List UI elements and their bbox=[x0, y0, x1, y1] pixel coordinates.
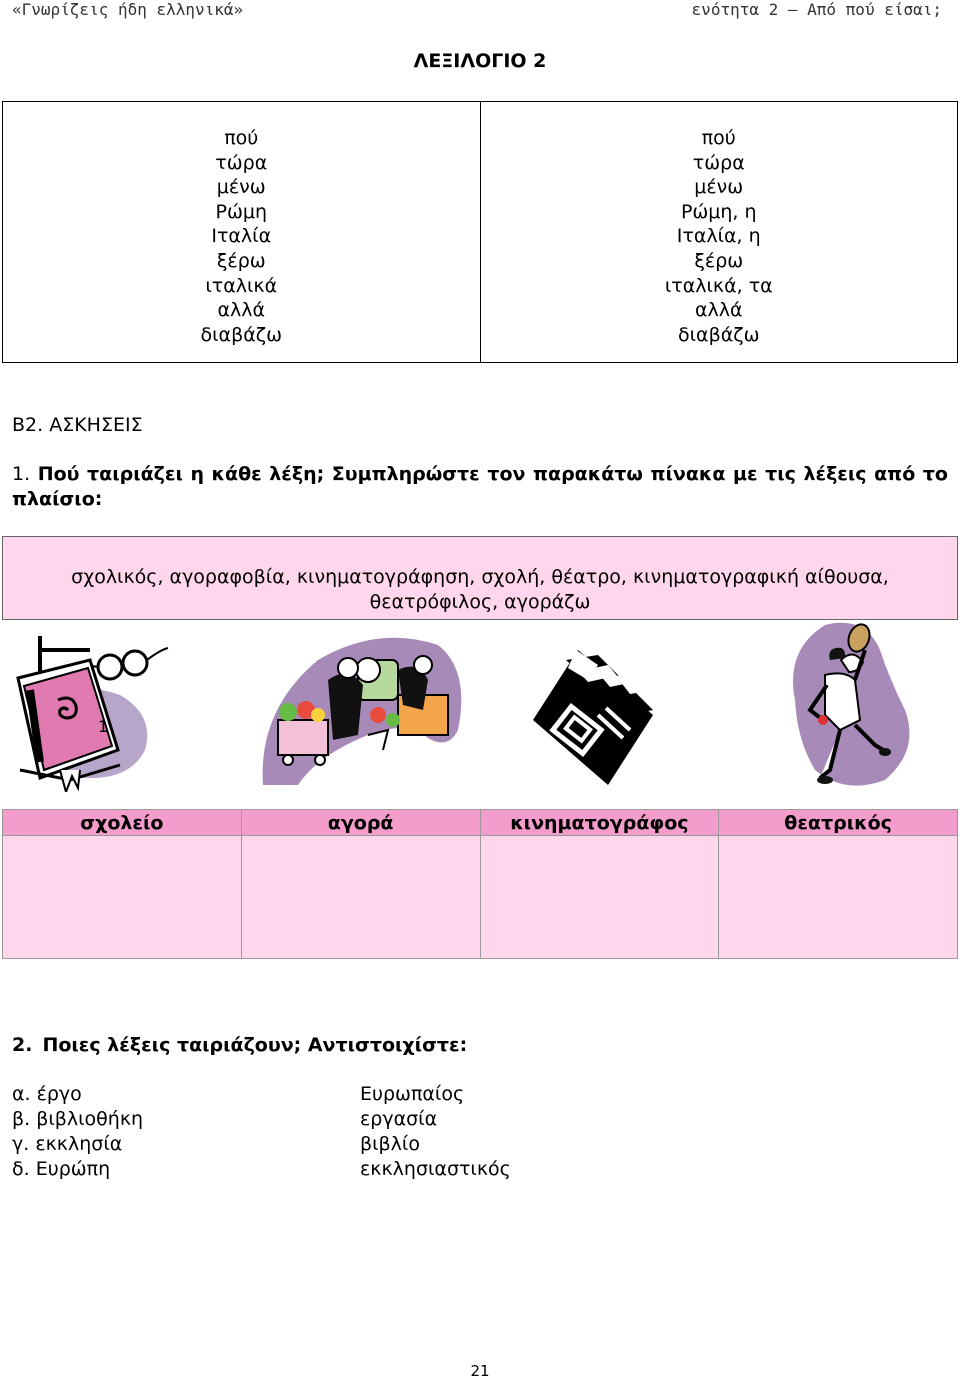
vocab-word: τώρα bbox=[215, 151, 268, 174]
match-item: δ. Ευρώπη bbox=[12, 1158, 111, 1180]
match-item: εργασία bbox=[360, 1108, 438, 1130]
match-left-column bbox=[12, 1082, 143, 1182]
vocab-word: ιταλικά, τα bbox=[664, 274, 773, 297]
category-answer-cell[interactable] bbox=[480, 836, 719, 959]
vocab-word: τώρα bbox=[692, 151, 745, 174]
header-right: ενότητα 2 – Από πού είσαι; bbox=[691, 0, 942, 19]
book-glasses-icon bbox=[10, 620, 170, 792]
word-box-line: σχολικός, αγοραφοβία, κινηματογράφηση, σχολή, θέατρο, κινηματογραφική αίθουσα, bbox=[71, 566, 889, 588]
match-item: β. βιβλιοθήκη bbox=[12, 1108, 144, 1130]
category-header: θεατρικός bbox=[719, 810, 958, 836]
match-item: γ. εκκλησία bbox=[12, 1133, 123, 1155]
section-heading: Β2. ΑΣΚΗΣΕΙΣ bbox=[12, 414, 143, 436]
category-answer-cell[interactable] bbox=[241, 836, 480, 959]
exercise-1-prompt bbox=[12, 462, 948, 512]
match-item: βιβλίο bbox=[360, 1133, 420, 1155]
match-item: α. έργο bbox=[12, 1083, 82, 1105]
page-title: ΛΕΞΙΛΟΓΙΟ 2 bbox=[413, 50, 547, 72]
category-answer-cell[interactable] bbox=[3, 836, 242, 959]
category-header: κινηματογράφος bbox=[480, 810, 719, 836]
clapperboard-icon bbox=[528, 620, 658, 792]
vocabulary-right-column bbox=[480, 102, 958, 362]
vocab-word: Ρώμη bbox=[215, 200, 267, 223]
header-left: «Γνωρίζεις ήδη ελληνικά» bbox=[12, 0, 244, 19]
vocab-word: Ιταλία bbox=[211, 225, 272, 248]
vocab-word: διαβάζω bbox=[678, 323, 760, 346]
category-header: σχολείο bbox=[3, 810, 242, 836]
category-answer-cell[interactable] bbox=[719, 836, 958, 959]
vocab-word: ξέρω bbox=[694, 249, 744, 272]
exercise-2-number: 2. bbox=[12, 1034, 33, 1056]
vocabulary-table bbox=[2, 101, 958, 363]
vocab-word: πού bbox=[224, 127, 259, 149]
exercise-1-number: 1. bbox=[12, 463, 31, 485]
grocery-shopping-icon bbox=[258, 620, 466, 792]
category-header: αγορά bbox=[241, 810, 480, 836]
vocab-word: πού bbox=[701, 127, 736, 149]
category-table bbox=[2, 809, 958, 959]
vocab-word: αλλά bbox=[217, 299, 266, 322]
vocab-word: αλλά bbox=[694, 299, 743, 322]
word-box bbox=[2, 536, 958, 620]
word-box-line: θεατρόφιλος, αγοράζω bbox=[369, 591, 591, 613]
vocab-word: ιταλικά bbox=[205, 274, 278, 297]
svg-text:1: 1 bbox=[98, 717, 109, 736]
vocab-word: διαβάζω bbox=[200, 323, 282, 346]
vocab-word: μένω bbox=[216, 176, 266, 199]
match-item: εκκλησιαστικός bbox=[360, 1158, 511, 1180]
exercise-2-prompt bbox=[12, 1034, 467, 1056]
vocab-word: ξέρω bbox=[216, 249, 266, 272]
pierrot-dancer-icon bbox=[785, 620, 925, 792]
match-right-column bbox=[360, 1082, 511, 1182]
vocab-word: μένω bbox=[694, 176, 744, 199]
vocabulary-left-column bbox=[3, 102, 480, 362]
vocab-word: Ρώμη, η bbox=[680, 200, 757, 223]
page-number: 21 bbox=[470, 1362, 490, 1380]
exercise-1-text: Πού ταιριάζει η κάθε λέξη; Συμπληρώστε τον παρακάτω πίνακα με τις λέξεις από το πλαίσιο: bbox=[12, 463, 948, 510]
exercise-2-text: Ποιες λέξεις ταιριάζουν; Αντιστοιχίστε: bbox=[42, 1034, 468, 1056]
match-item: Ευρωπαίος bbox=[360, 1083, 465, 1105]
vocab-word: Ιταλία, η bbox=[676, 225, 761, 248]
